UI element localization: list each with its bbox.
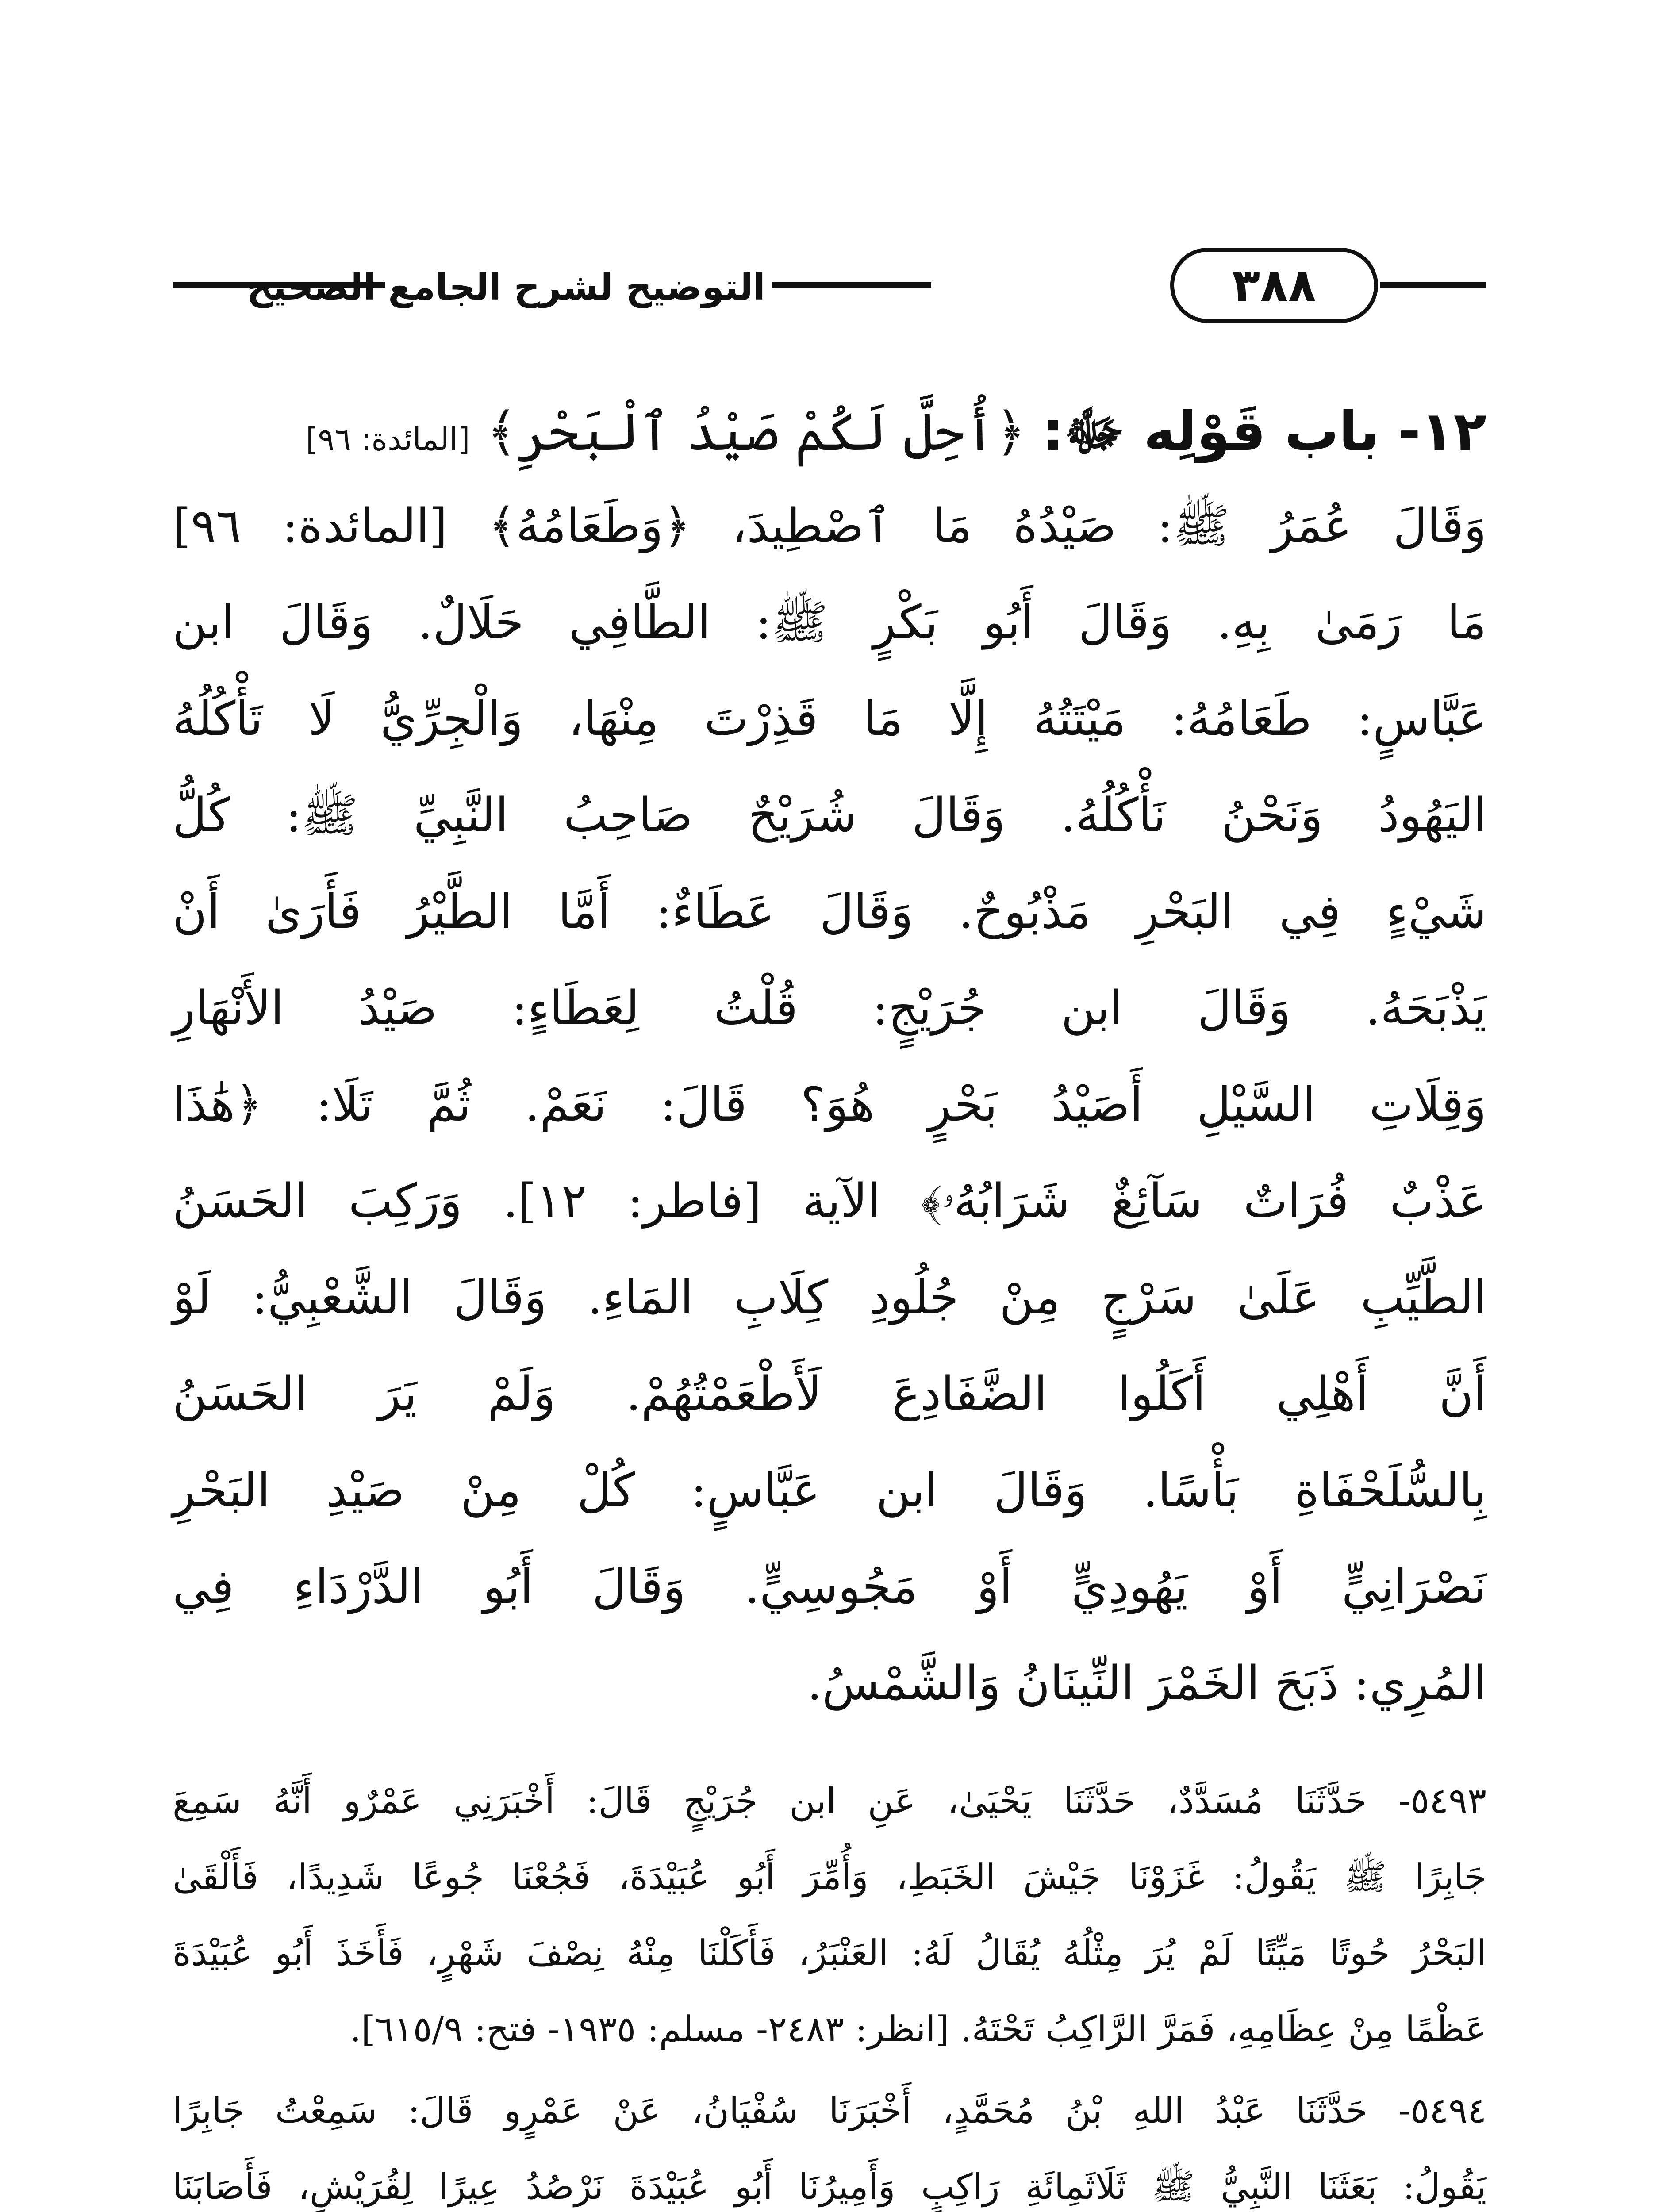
chapter-heading (173, 385, 1486, 486)
commentary-line: شَيْءٍ فِي البَحْرِ مَذْبُوحٌ. وَقَالَ عَطَاءٌ: أَمَّا الطَّيْرُ فَأَرَىٰ أَنْ (173, 884, 1486, 939)
commentary-line: أَنَّ أَهْلِي أَكَلُوا الضَّفَادِعَ لَأَطْعَمْتُهُمْ. وَلَمْ يَرَ الحَسَنُ (173, 1367, 1486, 1421)
hadith-line: عَظْمًا مِنْ عِظَامِهِ، فَمَرَّ الرَّاكِبُ تَحْتَهُ. [انظر: ٢٤٨٣- مسلم: ١٩٣٥- فتح: ٦١٥/٩]. (350, 2008, 1486, 2050)
chapter-title: ١٢- باب قَوْلِه ﷻ: (1042, 400, 1486, 463)
commentary-text (173, 478, 1486, 1732)
commentary-line: وَقِلَاتِ السَّيْلِ أَصَيْدُ بَحْرٍ هُوَ؟ قَالَ: نَعَمْ. ثُمَّ تَلَا: ﴿هَٰذَا (173, 1077, 1486, 1132)
commentary-line: الطَّيِّبِ عَلَىٰ سَرْجٍ مِنْ جُلُودِ كِلَابِ المَاءِ. وَقَالَ الشَّعْبِيُّ: لَوْ (173, 1270, 1486, 1325)
header-rule-middle (772, 282, 931, 288)
commentary-line: وَقَالَ عُمَرُ ﷺ: صَيْدُهُ مَا ٱصْطِيدَ، ﴿وَطَعَامُهُ﴾ [المائدة: ٩٦] (173, 499, 1486, 553)
hadith-line: البَحْرُ حُوتًا مَيِّتًا لَمْ يُرَ مِثْلُهُ يُقَالُ لَهُ: العَنْبَرُ، فَأَكَلْنَا مِنْهُ نِصْفَ شَهْرٍ، فَأَخَذَ أَبُو عُبَيْدَةَ (173, 1932, 1486, 1974)
page-number: ٣٨٨ (1170, 248, 1378, 323)
hadith-line: يَقُولُ: بَعَثَنَا النَّبِيُّ ﷺ ثَلَاثَمِائَةِ رَاكِبٍ وَأَمِيرُنَا أَبُو عُبَيْدَةَ نَرْصُدُ عِيرًا لِقُرَيْشٍ، فَأَصَابَنَا (173, 2166, 1486, 2207)
commentary-line: عَبَّاسٍ: طَعَامُهُ: مَيْتَتُهُ إِلَّا مَا قَذِرْتَ مِنْهَا، وَالْجِرِّيُّ لَا تَأْكُلُهُ (173, 691, 1486, 746)
commentary-line: مَا رَمَىٰ بِهِ. وَقَالَ أَبُو بَكْرٍ ﷺ: الطَّافِي حَلَالٌ. وَقَالَ ابن (173, 595, 1486, 649)
commentary-line: اليَهُودُ وَنَحْنُ نَأْكُلُهُ. وَقَالَ شُرَيْحٌ صَاحِبُ النَّبِيِّ ﷺ: كُلُّ (173, 788, 1486, 842)
hadith-line: جَابِرًا ﷺ يَقُولُ: غَزَوْنَا جَيْشَ الخَبَطِ، وَأُمِّرَ أَبُو عُبَيْدَةَ، فَجُعْنَا جُوعًا شَدِيدًا، فَأَلْقَىٰ (173, 1856, 1486, 1897)
commentary-line: المُرِي: ذَبَحَ الخَمْرَ النِّينَانُ وَالشَّمْسُ. (807, 1656, 1486, 1710)
running-header (173, 248, 1486, 327)
hadith-text (173, 1763, 1486, 2212)
header-rule-right (1380, 282, 1486, 288)
commentary-line: عَذْبٌ فُرَاتٌ سَآئِغٌ شَرَابُهُۥ﴾ الآية [فاطر: ١٢]. وَرَكِبَ الحَسَنُ (173, 1174, 1486, 1228)
running-title: التوضيح لشرح الجامع الصحيح (246, 266, 765, 308)
hadith-line: ٥٤٩٣- حَدَّثَنَا مُسَدَّدٌ، حَدَّثَنَا يَحْيَىٰ، عَنِ ابن جُرَيْجٍ قَالَ: أَخْبَرَنِي عَمْرٌو أَنَّهُ سَمِعَ (173, 1780, 1486, 1821)
commentary-line: يَذْبَحَهُ. وَقَالَ ابن جُرَيْجٍ: قُلْتُ لِعَطَاءٍ: صَيْدُ الأَنْهَارِ (173, 981, 1486, 1035)
commentary-line: نَصْرَانِيٍّ أَوْ يَهُودِيٍّ أَوْ مَجُوسِيٍّ. وَقَالَ أَبُو الدَّرْدَاءِ فِي (173, 1559, 1486, 1614)
commentary-line: بِالسُّلَحْفَاةِ بَأْسًا. وَقَالَ ابن عَبَّاسٍ: كُلْ مِنْ صَيْدِ البَحْرِ (173, 1463, 1486, 1517)
hadith-line: ٥٤٩٤- حَدَّثَنَا عَبْدُ اللهِ بْنُ مُحَمَّدٍ، أَخْبَرَنَا سُفْيَانُ، عَنْ عَمْرٍو قَالَ: سَمِعْتُ جَابِرًا (173, 2090, 1486, 2131)
chapter-verse: ﴿أُحِلَّ لَكُمْ صَيْدُ ٱلْبَحْرِ﴾ (486, 401, 1026, 462)
chapter-reference: [المائدة: ٩٦] (306, 421, 470, 457)
